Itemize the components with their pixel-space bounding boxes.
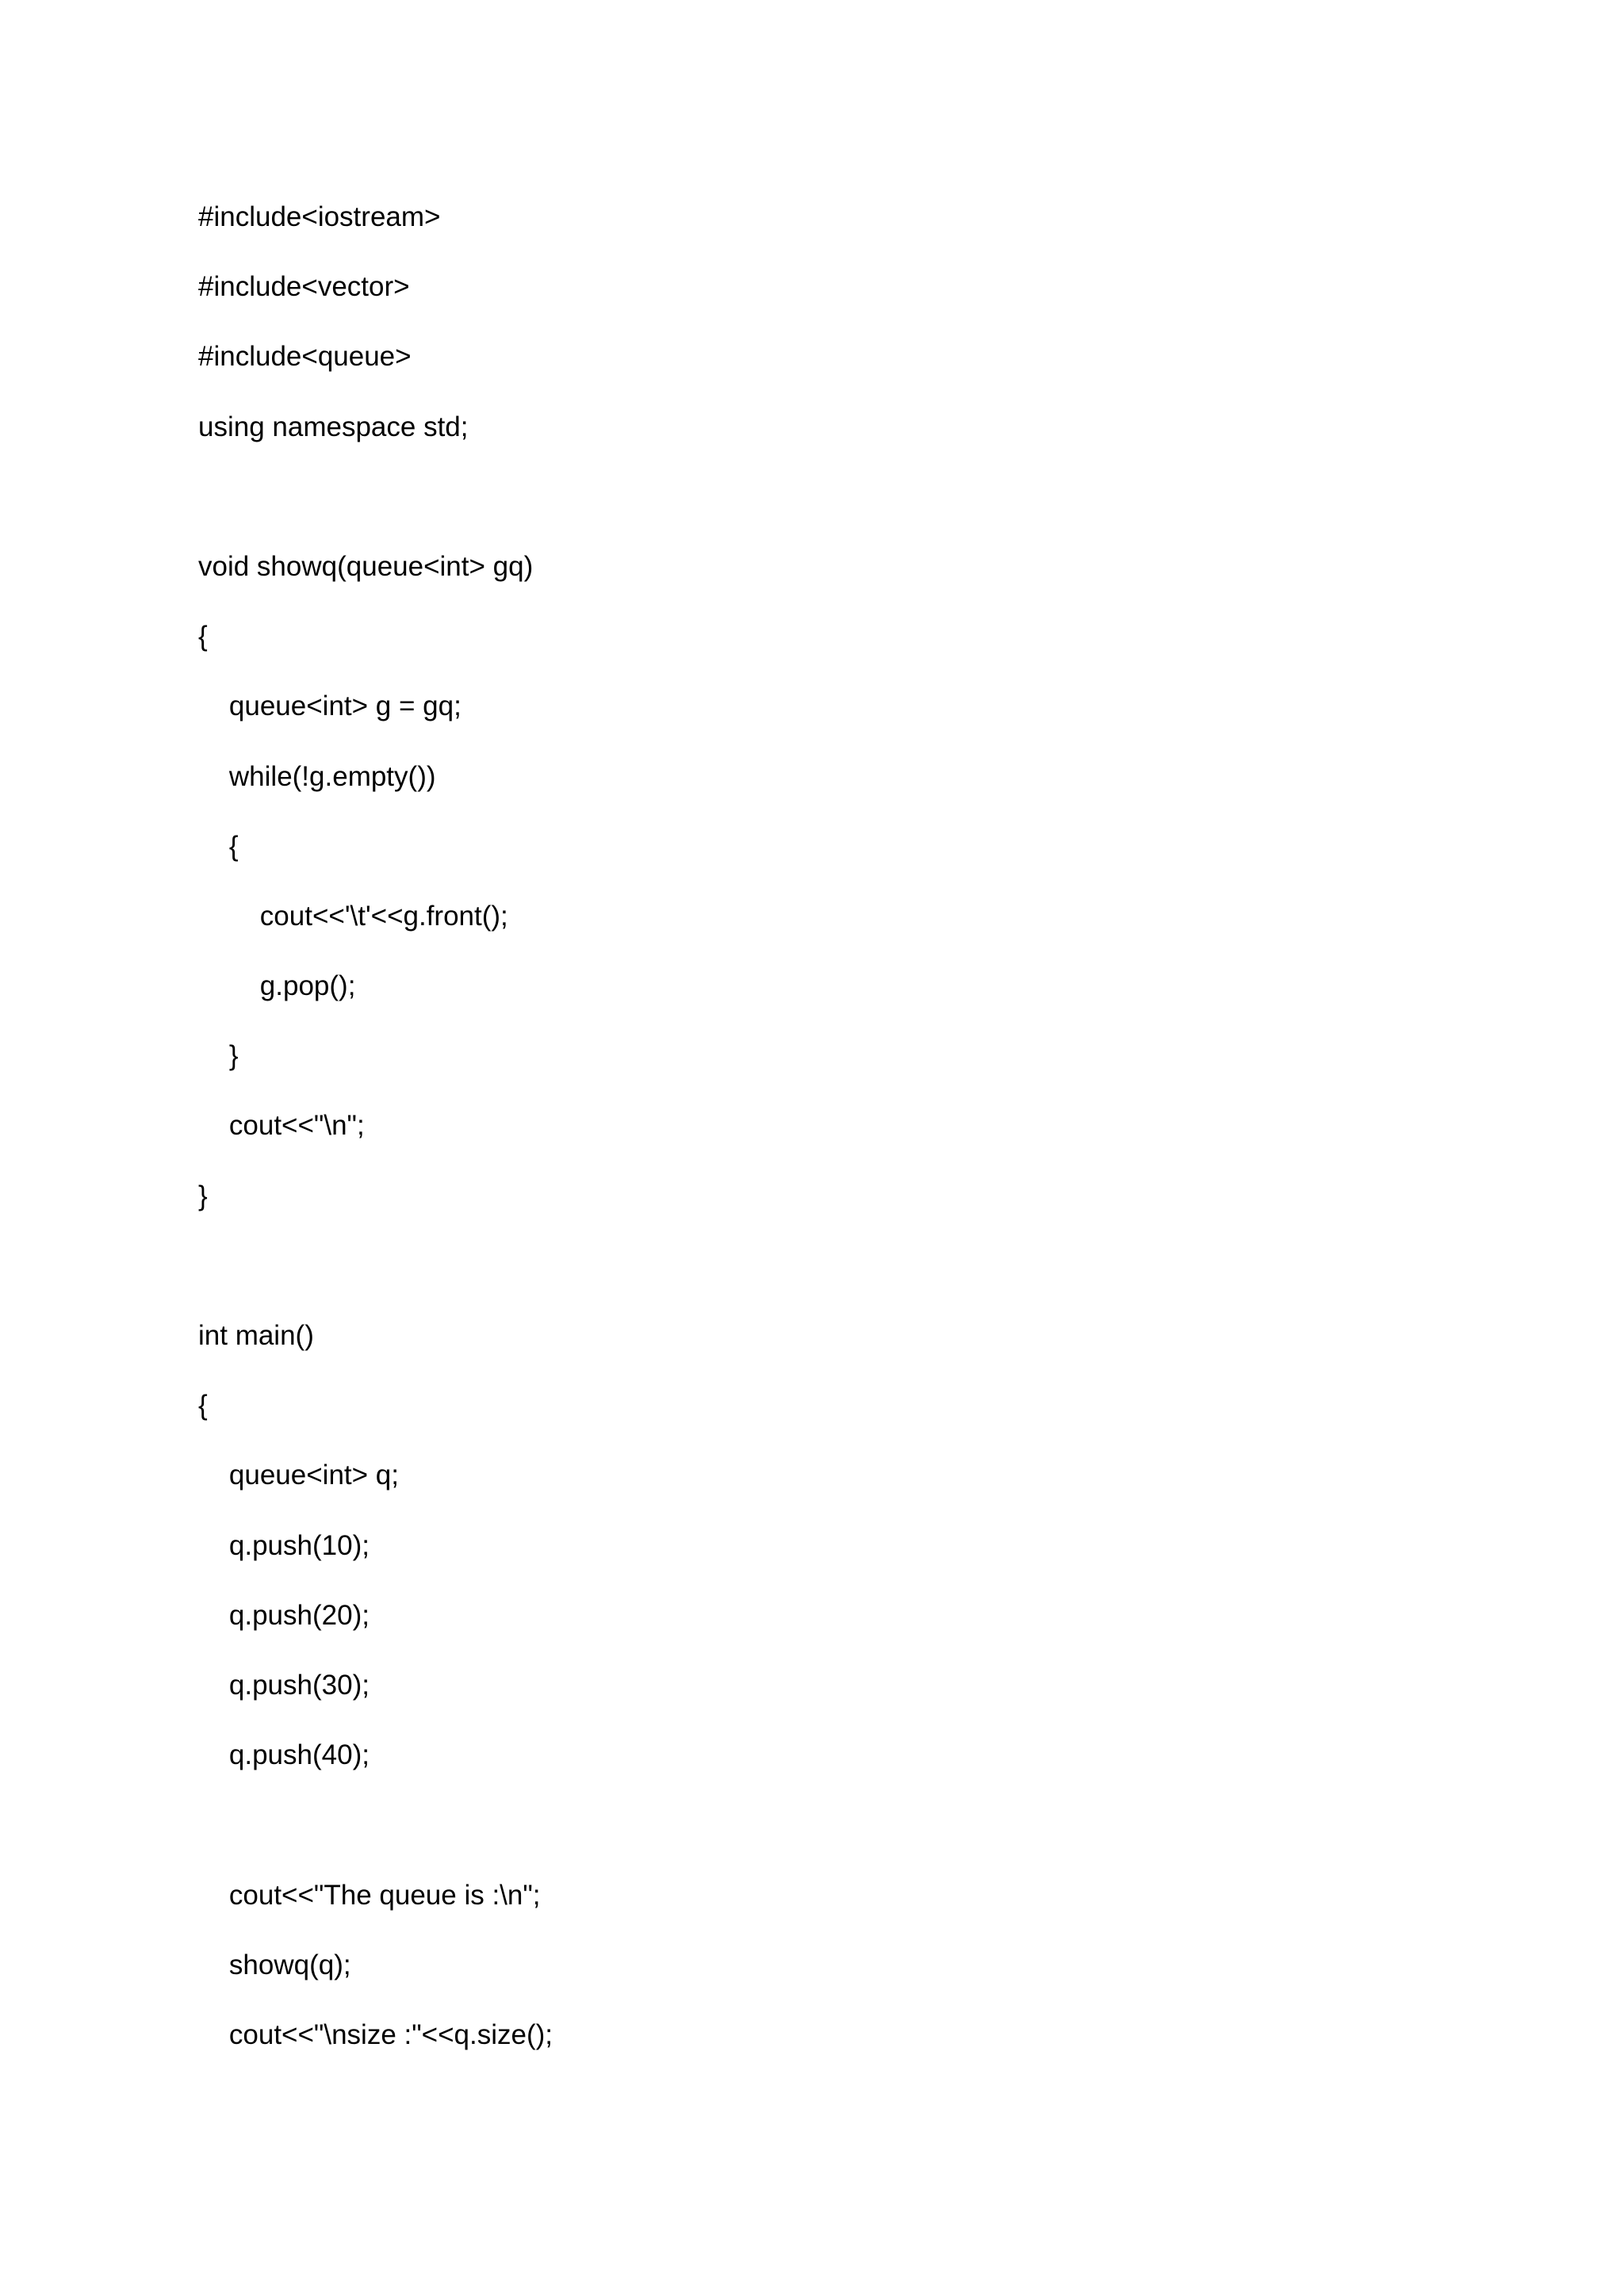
code-line: queue<int> q; (198, 1460, 399, 1491)
code-line: #include<queue> (198, 341, 412, 373)
code-line: } (198, 1040, 239, 1072)
code-line: { (198, 830, 239, 862)
code-line: #include<vector> (198, 271, 410, 303)
code-line: using namespace std; (198, 411, 469, 442)
blank-line (198, 475, 553, 545)
blank-line (198, 1244, 553, 1314)
code-line: cout<<"\n"; (198, 1110, 365, 1142)
code-line: q.push(40); (198, 1739, 370, 1771)
code-line: g.pop(); (198, 970, 356, 1002)
code-line: cout<<'\t'<<g.front(); (198, 900, 508, 932)
code-line: queue<int> g = gq; (198, 691, 462, 722)
code-line: while(!g.empty()) (198, 760, 436, 792)
code-line: { (198, 1390, 208, 1422)
code-line: q.push(10); (198, 1529, 370, 1561)
code-line: cout<<"\nsize :"<<q.size(); (198, 2019, 553, 2050)
blank-line (198, 1803, 553, 1873)
code-line: int main() (198, 1320, 314, 1351)
code-line: #include<iostream> (198, 201, 441, 232)
code-line: q.push(20); (198, 1599, 370, 1631)
code-line: { (198, 621, 208, 652)
code-line: void showq(queue<int> gq) (198, 550, 534, 582)
code-line: } (198, 1180, 208, 1211)
code-line: showq(q); (198, 1949, 351, 1980)
code-line: cout<<"The queue is :\n"; (198, 1879, 541, 1911)
code-line: q.push(30); (198, 1669, 370, 1701)
code-listing (198, 195, 553, 2083)
